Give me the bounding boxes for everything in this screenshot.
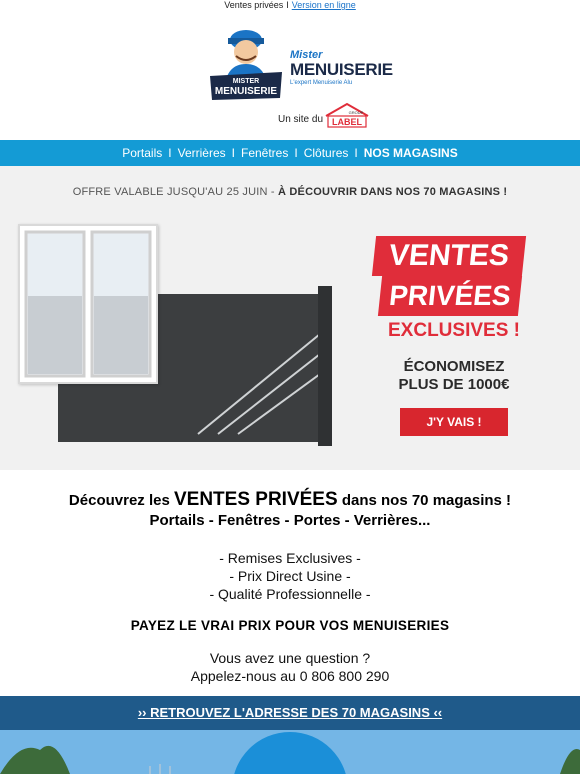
store-locator-link[interactable]: ›› RETROUVEZ L'ADRESSE DES 70 MAGASINS ‹‹ <box>137 705 443 720</box>
intro-prefix: Découvrez les <box>68 492 174 509</box>
offer-highlight: À DÉCOUVRIR DANS NOS 70 MAGASINS ! <box>278 186 508 198</box>
nav-item-fenetres[interactable]: Fenêtres <box>240 146 289 160</box>
store-locator-bar <box>0 696 580 730</box>
feature-item: - Qualité Professionnelle - <box>209 586 371 602</box>
nav-item-clotures[interactable]: Clôtures <box>303 146 349 160</box>
question-line: Vous avez une question ? <box>209 650 371 666</box>
main-nav <box>0 140 580 166</box>
bottom-photo[interactable] <box>0 730 580 774</box>
nav-item-magasins[interactable]: NOS MAGASINS <box>363 146 458 160</box>
badge-top-text: MISTER <box>232 78 260 85</box>
gate-post <box>318 286 332 446</box>
brand-tagline: L'expert Menuiserie Alu <box>290 80 353 86</box>
nav-separator: I <box>354 146 358 160</box>
promo-savings-line1: ÉCONOMISEZ <box>403 358 505 375</box>
pay-line: PAYEZ LE VRAI PRIX POUR VOS MENUISERIES <box>130 618 450 633</box>
online-version-link[interactable]: Version en ligne <box>291 0 356 10</box>
products-line: Portails - Fenêtres - Portes - Verrières... <box>149 512 431 529</box>
group-label-top: GROUP <box>348 110 364 115</box>
feature-item: - Prix Direct Usine - <box>229 568 351 584</box>
promo-savings-line2: PLUS DE 1000€ <box>398 376 510 393</box>
mascot-logo[interactable] <box>206 20 286 104</box>
intro-suffix: dans nos 70 magasins ! <box>337 492 512 509</box>
body-copy <box>0 490 580 685</box>
nav-separator: I <box>294 146 298 160</box>
promo-exclusives: EXCLUSIVES ! <box>388 320 520 341</box>
feature-item: - Remises Exclusives - <box>219 550 361 566</box>
offer-prefix: OFFRE VALABLE JUSQU'AU 25 JUIN - <box>72 186 279 198</box>
preheader <box>0 0 580 16</box>
nav-separator: I <box>168 146 172 160</box>
group-label-logo[interactable] <box>322 102 372 130</box>
hero-offer-line <box>0 186 580 198</box>
phone-line[interactable]: Appelez-nous au 0 806 800 290 <box>190 668 390 684</box>
jy-vais-button[interactable]: J'Y VAIS ! <box>400 408 508 436</box>
brand-wordmark[interactable] <box>290 50 393 87</box>
hero-banner[interactable] <box>0 166 580 470</box>
header-logo-area <box>0 16 580 140</box>
preheader-text: Ventes privées <box>224 0 284 10</box>
promo-ventes: VENTES <box>372 236 526 276</box>
intro-line <box>0 490 580 511</box>
nav-item-portails[interactable]: Portails <box>122 146 163 160</box>
nav-item-verrieres[interactable]: Verrières <box>177 146 226 160</box>
brand-mister: Mister <box>290 49 323 61</box>
promo-savings <box>374 358 534 394</box>
badge-bottom-text: MENUISERIE <box>214 86 278 97</box>
group-label-text: LABEL <box>332 117 362 127</box>
intro-highlight: VENTES PRIVÉES <box>173 489 338 510</box>
brand-menuiserie: MENUISERIE <box>290 60 393 79</box>
window-image <box>18 224 158 384</box>
promo-privees: PRIVÉES <box>378 276 522 316</box>
preheader-separator: I <box>286 0 289 10</box>
nav-separator: I <box>231 146 235 160</box>
site-du-label: Un site du <box>278 114 324 125</box>
